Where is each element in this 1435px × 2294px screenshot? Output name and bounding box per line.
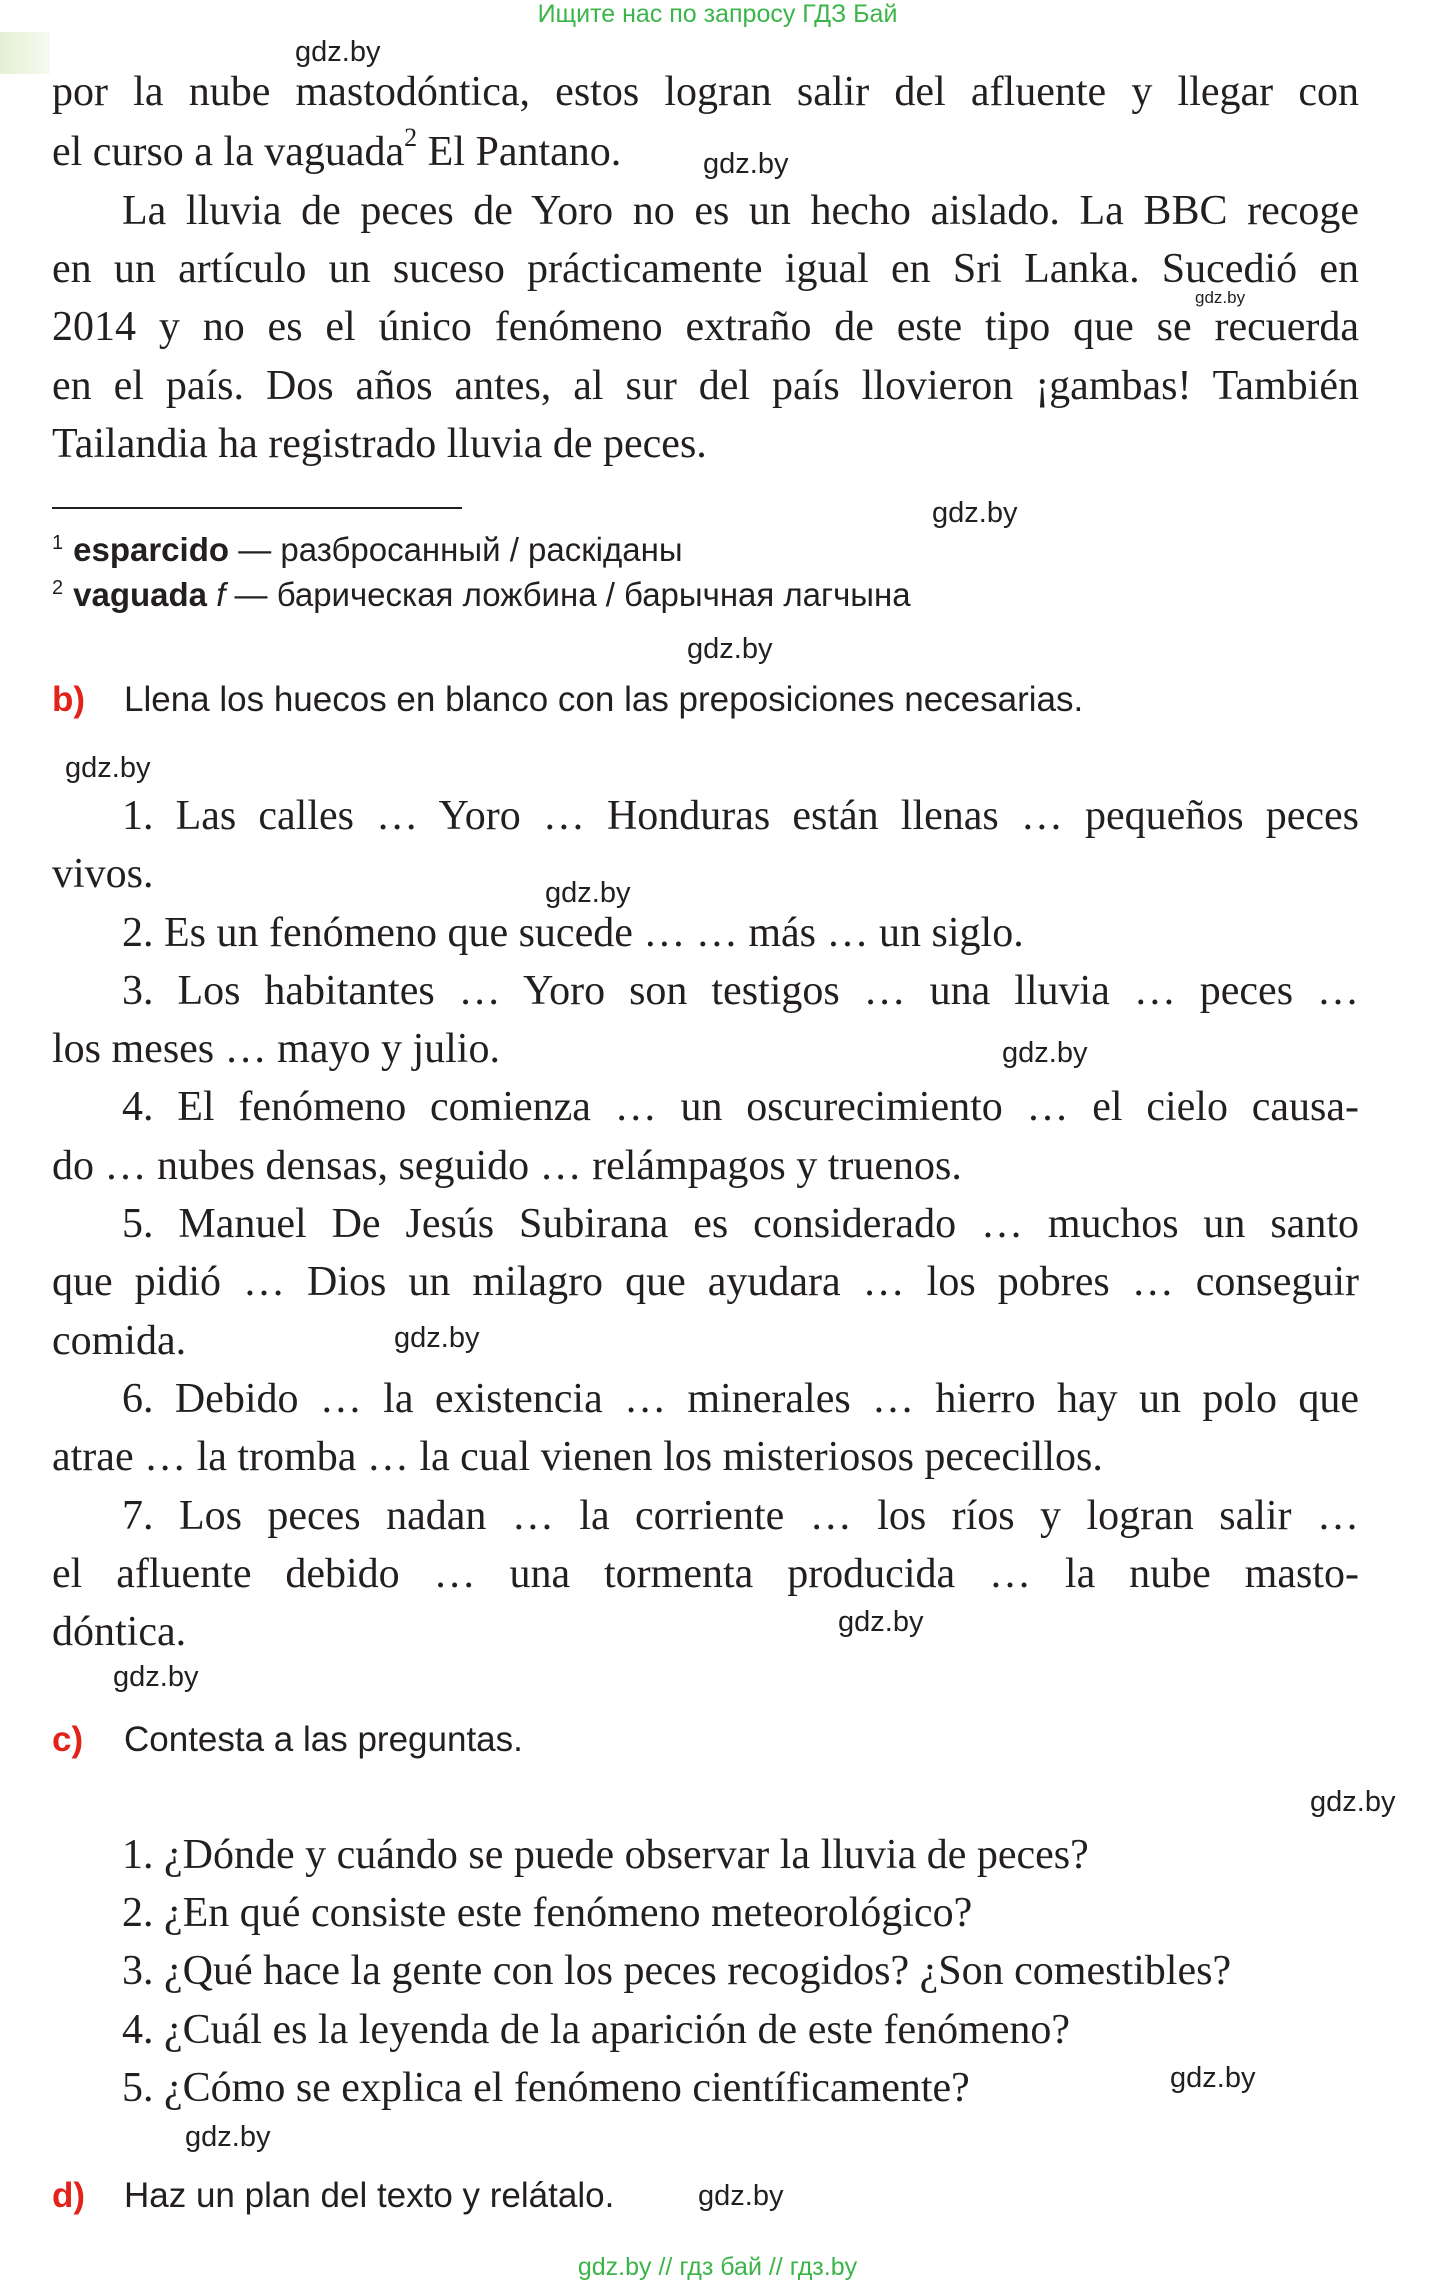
watermark: gdz.by bbox=[838, 1606, 924, 1638]
watermark: gdz.by bbox=[1170, 2062, 1256, 2094]
footnote-ref: 2 bbox=[404, 123, 418, 152]
exercise-line: 1. Las calles … Yoro … Honduras están llenas … pequeños peces bbox=[122, 793, 1359, 839]
exercise-line: 2. Es un fenómeno que sucede … … más … un siglo. bbox=[122, 910, 1024, 956]
corner-decoration bbox=[0, 32, 50, 74]
watermark: gdz.by bbox=[295, 36, 381, 68]
text-line: en un artículo un suceso prácticamente igual en Sri Lanka. Sucedió en bbox=[52, 246, 1359, 292]
footnote-term: vaguada bbox=[73, 576, 208, 613]
task-instruction: Haz un plan del texto y relátalo. bbox=[124, 2176, 615, 2215]
task-letter: c) bbox=[52, 1720, 84, 1759]
watermark: gdz.by bbox=[1195, 288, 1246, 307]
task-instruction: Contesta a las preguntas. bbox=[124, 1720, 523, 1759]
footnote-translation: — разбросанный / раскіданы bbox=[238, 531, 683, 568]
text-line: La lluvia de peces de Yoro no es un hecho aislado. La BBC recoge bbox=[122, 188, 1359, 234]
footer-links[interactable]: gdz.by // гдз бай // гдз.by bbox=[577, 2253, 858, 2281]
watermark: gdz.by bbox=[113, 1661, 199, 1693]
exercise-line: comida. bbox=[52, 1318, 187, 1364]
watermark: gdz.by bbox=[1310, 1786, 1396, 1818]
watermark: gdz.by bbox=[185, 2121, 271, 2153]
exercise-line: 6. Debido … la existencia … minerales … hierro hay un polo que bbox=[122, 1376, 1359, 1422]
task-letter: b) bbox=[52, 680, 86, 719]
exercise-line: 3. Los habitantes … Yoro son testigos … una lluvia … peces … bbox=[122, 968, 1359, 1014]
question-line: 5. ¿Cómo se explica el fenómeno científicamente? bbox=[122, 2065, 970, 2111]
watermark: gdz.by bbox=[65, 752, 151, 784]
footnote-term: esparcido bbox=[73, 531, 230, 568]
question-line: 4. ¿Cuál es la leyenda de la aparición de este fenómeno? bbox=[122, 2007, 1071, 2053]
watermark: gdz.by bbox=[545, 877, 631, 909]
task-c-heading bbox=[52, 1718, 523, 1762]
task-letter: d) bbox=[52, 2176, 86, 2215]
footnote-number: 2 bbox=[52, 577, 64, 599]
exercise-line: do … nubes densas, seguido … relámpagos y truenos. bbox=[52, 1143, 962, 1189]
watermark: gdz.by bbox=[698, 2180, 784, 2212]
watermark: gdz.by bbox=[932, 497, 1018, 529]
footnote-divider bbox=[52, 507, 462, 509]
task-instruction: Llena los huecos en blanco con las preposiciones necesarias. bbox=[124, 680, 1084, 719]
question-line: 2. ¿En qué consiste este fenómeno meteorológico? bbox=[122, 1890, 973, 1936]
exercise-line: 5. Manuel De Jesús Subirana es considerado … muchos un santo bbox=[122, 1201, 1359, 1247]
watermark: gdz.by bbox=[703, 148, 789, 180]
exercise-line: los meses … mayo y julio. bbox=[52, 1026, 500, 1072]
text-line: 2014 y no es el único fenómeno extraño de este tipo que se recuerda bbox=[52, 304, 1359, 350]
text-line: Tailandia ha registrado lluvia de peces. bbox=[52, 421, 707, 467]
text-line bbox=[52, 124, 1359, 180]
exercise-line: dóntica. bbox=[52, 1609, 187, 1655]
exercise-line: 7. Los peces nadan … la corriente … los ríos y logran salir … bbox=[122, 1493, 1359, 1539]
text-fragment: El Pantano. bbox=[427, 129, 622, 175]
footnote-translation: — барическая ложбина / барычная лагчына bbox=[234, 576, 911, 613]
footnote-gender: f bbox=[216, 576, 226, 613]
exercise-line: vivos. bbox=[52, 851, 154, 897]
footnote-2 bbox=[52, 575, 911, 620]
search-hint-link[interactable]: Ищите нас по запросу ГДЗ Бай bbox=[537, 0, 898, 28]
watermark: gdz.by bbox=[1002, 1037, 1088, 1069]
exercise-line: 4. El fenómeno comienza … un oscurecimiento … el cielo causa- bbox=[122, 1084, 1359, 1130]
watermark: gdz.by bbox=[394, 1322, 480, 1354]
text-line: en el país. Dos años antes, al sur del país llovieron ¡gambas! También bbox=[52, 363, 1359, 409]
question-line: 3. ¿Qué hace la gente con los peces recogidos? ¿Son comestibles? bbox=[122, 1948, 1232, 1994]
footnote-1 bbox=[52, 530, 683, 575]
exercise-line: el afluente debido … una tormenta producida … la nube masto- bbox=[52, 1551, 1359, 1597]
question-line: 1. ¿Dónde y cuándo se puede observar la lluvia de peces? bbox=[122, 1832, 1089, 1878]
watermark: gdz.by bbox=[687, 633, 773, 665]
task-b-heading bbox=[52, 678, 1083, 722]
task-d-heading bbox=[52, 2174, 614, 2218]
text-fragment: el curso a la vaguada bbox=[52, 129, 405, 175]
exercise-line: que pidió … Dios un milagro que ayudara … los pobres … conseguir bbox=[52, 1259, 1359, 1305]
footnote-number: 1 bbox=[52, 532, 64, 554]
exercise-line: atrae … la tromba … la cual vienen los misteriosos pececillos. bbox=[52, 1434, 1103, 1480]
text-line: por la nube mastodóntica, estos logran salir del afluente y llegar con bbox=[52, 69, 1359, 115]
